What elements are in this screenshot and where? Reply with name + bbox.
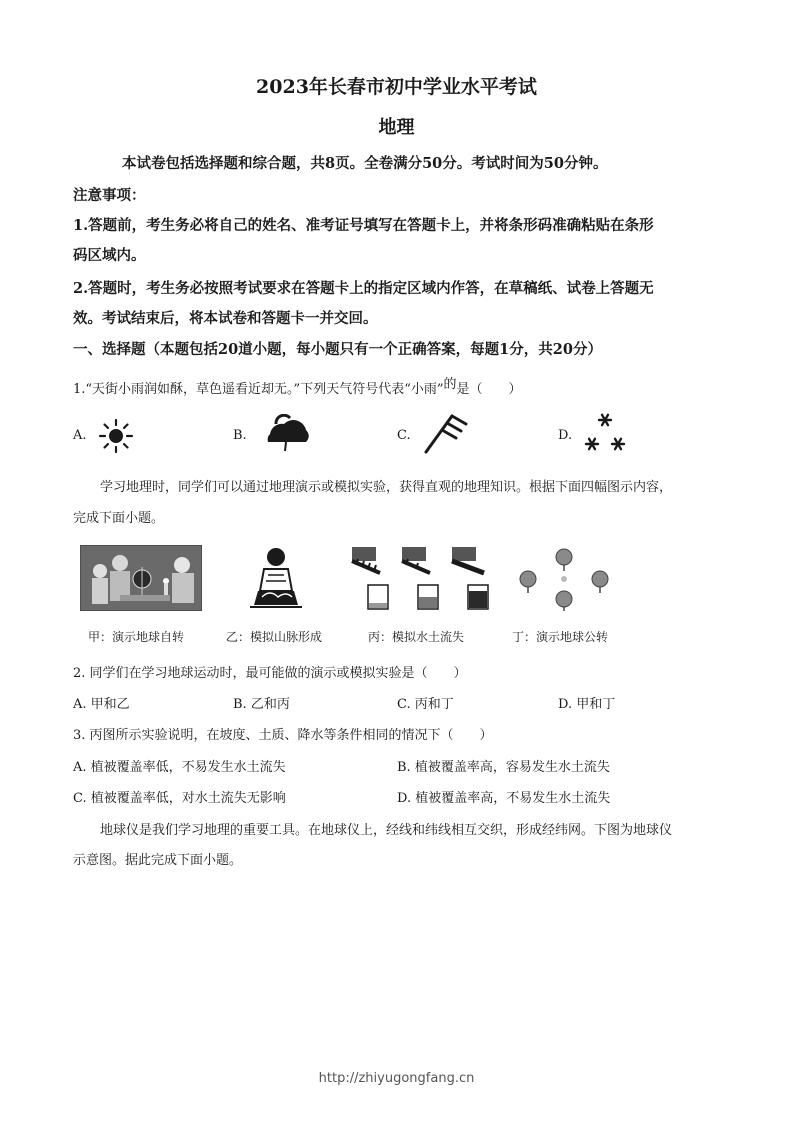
q1-stem-main: 1.“天街小雨润如酥，草色遥看近却无。”下列天气符号代表“小雨” [73, 382, 444, 397]
q3-option-a: A. 植被覆盖率低，不易发生水土流失 [73, 760, 286, 775]
q2-option-d: D. 甲和丁 [558, 697, 616, 712]
passage-1-line-1: 学习地理时，同学们可以通过地理演示或模拟实验，获得直观的地理知识。根据下面四幅图示内容， [100, 480, 673, 495]
footer-url[interactable]: http://zhiyugongfang.cn [318, 1071, 475, 1086]
q1-option-d-label: D. [558, 428, 573, 443]
caption-ding: 丁：演示地球公转 [512, 630, 609, 644]
q2-option-a: A. 甲和乙 [73, 697, 130, 712]
sun-icon [96, 418, 136, 454]
subject-title: 地理 [378, 117, 415, 138]
q3-stem: 3. 丙图所示实验说明，在坡度、土质、降水等条件相同的情况下（ ） [73, 728, 493, 743]
q2-option-b: B. 乙和丙 [233, 697, 290, 712]
exam-intro: 本试卷包括选择题和综合题，共8页。全卷满分50分。考试时间为50分钟。 [122, 155, 608, 172]
notes-heading: 注意事项： [73, 187, 146, 204]
figure-jia-earth-rotation [80, 545, 202, 611]
q1-option-a-label: A. [73, 428, 87, 443]
passage-2-line-1: 地球仪是我们学习地理的重要工具。在地球仪上，经线和纬线相互交织，形成经纬网。下图为地球仪 [100, 823, 673, 838]
figure-ding-earth-revolution [516, 545, 612, 611]
q1-option-b-label: B. [233, 428, 247, 443]
note-1-line-2: 码区域内。 [73, 247, 146, 264]
passage-2-line-2: 示意图。据此完成下面小题。 [73, 853, 243, 868]
snow-icon [580, 410, 630, 456]
q2-stem: 2. 同学们在学习地球运动时，最可能做的演示或模拟实验是（ ） [73, 666, 467, 681]
section-1-heading: 一、选择题（本题包括20道小题，每小题只有一个正确答案，每题1分，共20分） [73, 341, 602, 358]
passage-1-line-2: 完成下面小题。 [73, 511, 165, 526]
caption-bing: 丙：模拟水土流失 [368, 630, 465, 644]
figure-bing-soil-erosion [350, 545, 496, 613]
q1-stem-sup: 的 [443, 377, 457, 392]
caption-yi: 乙：模拟山脉形成 [226, 630, 323, 644]
figure-yi-mountain-formation [246, 545, 306, 613]
q2-option-c: C. 丙和丁 [397, 697, 454, 712]
q1-stem-end: 是（ ） [456, 382, 522, 397]
q1-stem [73, 378, 522, 397]
note-1-line-1: 1.答题前，考生务必将自己的姓名、准考证号填写在答题卡上，并将条形码准确粘贴在条形 [73, 217, 654, 234]
note-2-line-2: 效。考试结束后，将本试卷和答题卡一并交回。 [73, 310, 378, 327]
wind-barb-icon [420, 410, 472, 456]
q1-option-c-label: C. [397, 428, 411, 443]
rain-cloud-icon [256, 414, 314, 454]
q3-option-b: B. 植被覆盖率高，容易发生水土流失 [397, 760, 610, 775]
caption-jia: 甲：演示地球自转 [88, 630, 185, 644]
q3-option-d: D. 植被覆盖率高，不易发生水土流失 [397, 791, 611, 806]
exam-title: 2023年长春市初中学业水平考试 [256, 76, 537, 98]
note-2-line-1: 2.答题时，考生务必按照考试要求在答题卡上的指定区域内作答，在草稿纸、试卷上答题无 [73, 280, 654, 297]
q3-option-c: C. 植被覆盖率低，对水土流失无影响 [73, 791, 286, 806]
